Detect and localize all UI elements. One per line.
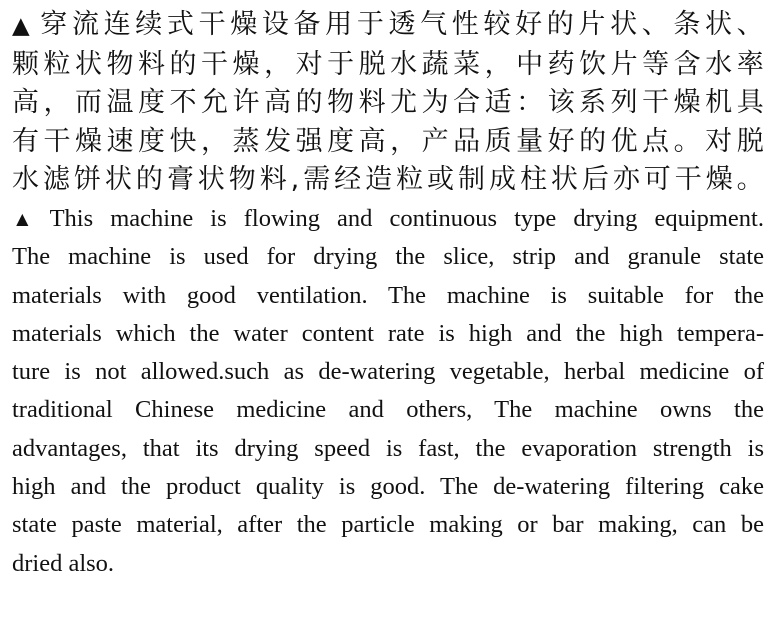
zh-line-3: 高，而温度不允许高的物料尤为合适：该系列干燥机具 [12,87,764,119]
zh-line-1-text: 穿流连续式干燥设备用于透气性较好的片状、条状、 [40,9,764,40]
en-line-8: high and the product quality is good. The de-watering filtering cake [12,473,764,501]
chinese-paragraph [12,6,764,200]
en-line-6: traditional Chinese medicine and others, The machine owns the [12,396,764,424]
zh-line-1 [12,6,764,46]
en-line-1 [12,200,764,238]
zh-line-2: 颗粒状物料的干燥，对于脱水蔬菜，中药饮片等含水率 [12,48,764,80]
zh-line-4: 有干燥速度快，蒸发强度高，产品质量好的优点。对脱 [12,125,764,157]
zh-line-5: 水滤饼状的膏状物料,需经造粒或制成柱状后亦可干燥。 [12,164,764,196]
en-line-7: advantages, that its drying speed is fast, the evaporation strength is [12,434,764,462]
triangle-bullet-icon: ▲ [12,206,44,231]
document-body [12,6,764,583]
en-line-2: The machine is used for drying the slice, strip and granule state [12,243,764,271]
en-line-1-text: This machine is flowing and continuous type drying equipment. [49,204,764,232]
en-line-9: state paste material, after the particle making or bar making, can be [12,511,764,539]
triangle-bullet-icon: ▲ [12,13,35,39]
en-line-10: dried also. [12,549,115,577]
en-line-5: ture is not allowed.such as de-watering vegetable, herbal medicine of [12,358,764,386]
en-line-4: materials which the water content rate is high and the high tempera- [12,319,764,347]
english-paragraph [12,200,764,583]
en-line-3: materials with good ventilation. The machine is suitable for the [12,281,764,309]
